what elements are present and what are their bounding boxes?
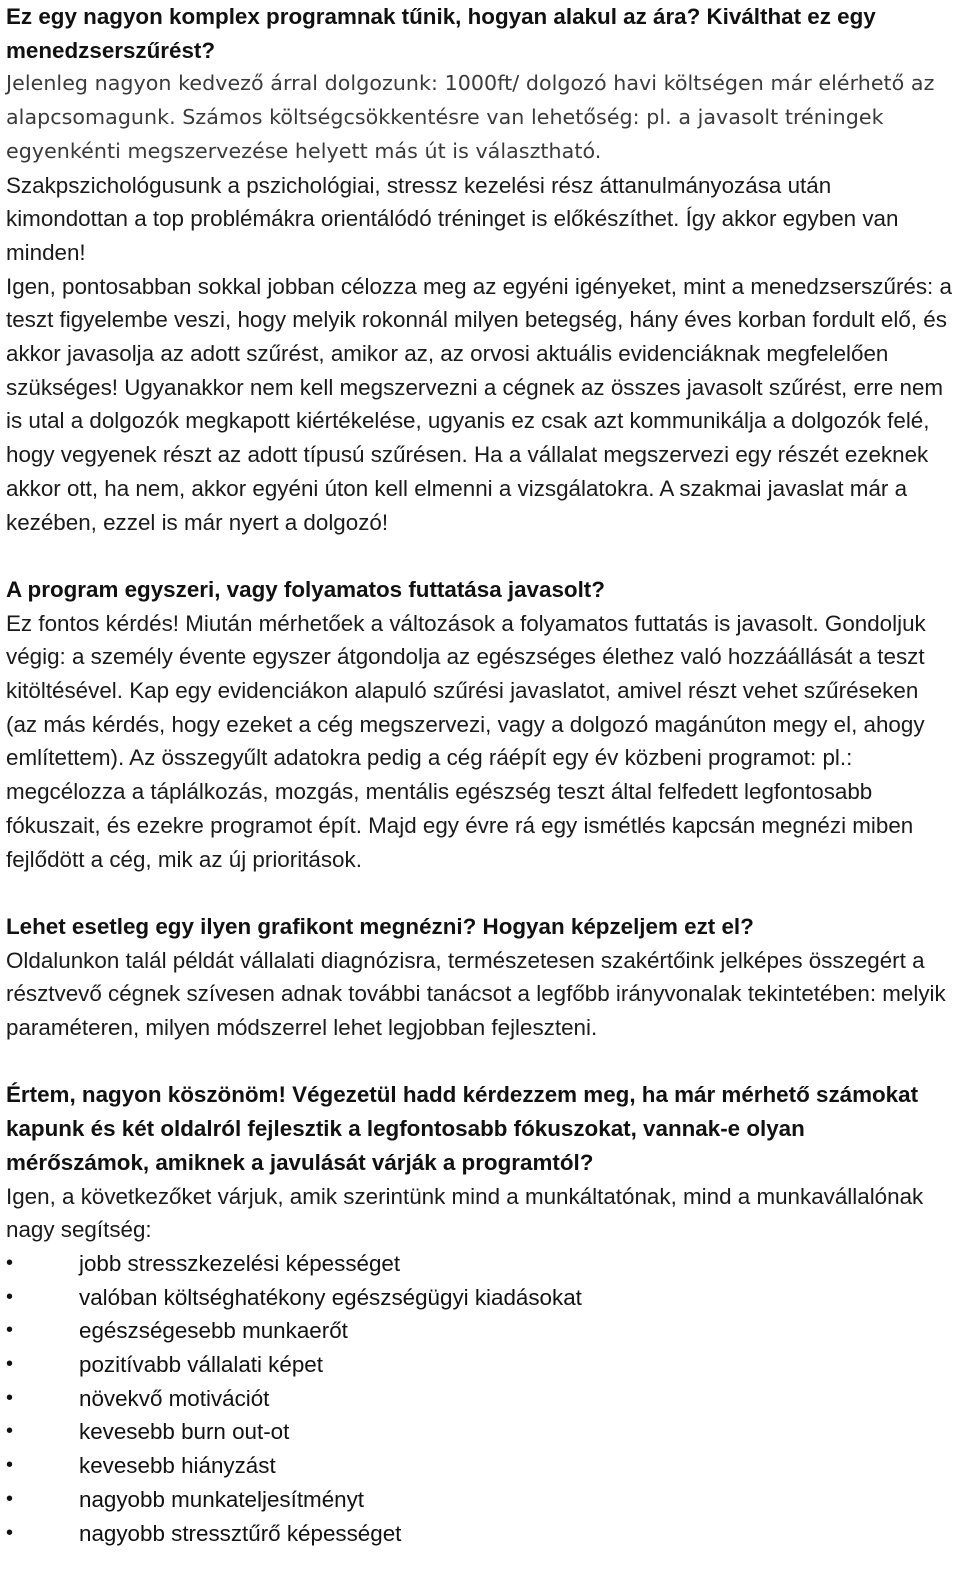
list-item-label: egészségesebb munkaerőt bbox=[79, 1318, 348, 1344]
answer-price-intro: Jelenleg nagyon kedvező árral dolgozunk: 1000ft/ dolgozó havi költségen már elérhető az alapcsomagunk. Számos költségcsökkentésre van lehetőség: pl. a javasolt tréningek egyenkénti megszervezése helyett más út is választható. bbox=[6, 71, 935, 163]
list-item bbox=[6, 1517, 954, 1551]
list-item-label: pozitívabb vállalati képet bbox=[79, 1352, 323, 1378]
answer-price-screening: Igen, pontosabban sokkal jobban célozza meg az egyéni igényeket, mint a menedzserszűrés: a teszt figyelembe veszi, hogy melyik rokonnál milyen betegség, hány éves korban fordult elő, és akkor javasolja az adott szűrést, amikor az, az orvosi aktuális evidenciáknak megfelelően szükséges! Ugyanakkor nem kell megszervezni a cégnek az összes javasolt szűrést, erre nem is utal a dolgozók megkapott kiértékelése, ugyanis ez csak azt kommunikálja a dolgozók felé, hogy vegyenek részt az adott típusú szűrésen. Ha a vállalat megszervezi egy részét ezeknek akkor ott, ha nem, akkor egyéni úton kell elmenni a vizsgálatokra. A szakmai javaslat már a kezében, ezzel is már nyert a dolgozó! bbox=[6, 273, 952, 535]
list-item-label: valóban költséghatékony egészségügyi kiadásokat bbox=[79, 1284, 582, 1310]
answer-metrics: Igen, a következőket várjuk, amik szerintünk mind a munkáltatónak, mind a munkavállalónak nagy segítség: bbox=[6, 1183, 924, 1243]
expected-improvements-list bbox=[6, 1247, 954, 1550]
bullet-icon: • bbox=[6, 1285, 14, 1308]
list-item-label: nagyobb stressztűrő képességet bbox=[79, 1520, 402, 1546]
bullet-icon: • bbox=[6, 1319, 14, 1342]
list-item bbox=[6, 1247, 954, 1281]
list-item-label: kevesebb hiányzást bbox=[79, 1453, 276, 1479]
list-item bbox=[6, 1314, 954, 1348]
bullet-icon: • bbox=[6, 1251, 14, 1274]
list-item bbox=[6, 1449, 954, 1483]
list-item-label: növekvő motivációt bbox=[79, 1385, 270, 1411]
answer-price-psychologist: Szakpszichológusunk a pszichológiai, stressz kezelési rész áttanulmányozása után kimondottan a top problémákra orientálódó tréninget is előkészíthet. Így akkor egyben van minden! bbox=[6, 172, 899, 265]
answer-program-frequency: Ez fontos kérdés! Miután mérhetőek a változások a folyamatos futtatás is javasolt. Gondoljuk végig: a személy évente egyszer átgondolja az egészséges élethez való hozzáállását a teszt kitöltésével. Kap egy evidenciákon alapuló szűrési javaslatot, amivel részt vehet szűréseken (az más kérdés, hogy ezeket a cég megszervezi, vagy a dolgozó magánúton megy el, ahogy említettem). Az összegyűlt adatokra pedig a cég ráépít egy év közbeni programot: pl.: megcélozza a táplálkozás, mozgás, mentális egészség teszt által felfedett legfontosabb fókuszait, és ezekre programot épít. Majd egy évre rá egy ismétlés kapcsán megnézi miben fejlődött a cég, mik az új prioritások. bbox=[6, 610, 926, 872]
bullet-icon: • bbox=[6, 1353, 14, 1376]
question-program-frequency: A program egyszeri, vagy folyamatos futtatása javasolt? bbox=[6, 576, 605, 602]
question-metrics: Értem, nagyon köszönöm! Végezetül hadd kérdezzem meg, ha már mérhető számokat kapunk és két oldalról fejlesztik a legfontosabb fókuszokat, vannak-e olyan mérőszámok, amiknek a javulását várják a programtól? bbox=[6, 1082, 919, 1175]
list-item-label: nagyobb munkateljesítményt bbox=[79, 1486, 365, 1512]
bullet-icon: • bbox=[6, 1386, 14, 1409]
bullet-icon: • bbox=[6, 1487, 14, 1510]
list-item bbox=[6, 1348, 954, 1382]
question-chart: Lehet esetleg egy ilyen grafikont megnézni? Hogyan képzeljem ezt el? bbox=[6, 913, 754, 939]
paragraph-gap bbox=[6, 876, 954, 910]
answer-chart: Oldalunkon talál példát vállalati diagnózisra, természetesen szakértőink jelképes összegért a résztvevő cégnek szívesen adnak további tanácsot a legfőbb irányvonalak tekintetében: melyik paraméteren, milyen módszerrel lehet legjobban fejleszteni. bbox=[6, 947, 946, 1041]
paragraph-gap bbox=[6, 1045, 954, 1079]
list-item bbox=[6, 1483, 954, 1517]
list-item bbox=[6, 1281, 954, 1315]
bullet-icon: • bbox=[6, 1521, 14, 1544]
bullet-icon: • bbox=[6, 1420, 14, 1443]
list-item bbox=[6, 1415, 954, 1449]
question-price: Ez egy nagyon komplex programnak tűnik, hogyan alakul az ára? Kiválthat ez egy menedzserszűrést? bbox=[6, 4, 876, 63]
list-item-label: kevesebb burn out-ot bbox=[79, 1419, 290, 1445]
list-item bbox=[6, 1382, 954, 1416]
bullet-icon: • bbox=[6, 1454, 14, 1477]
paragraph-gap bbox=[6, 539, 954, 573]
list-item-label: jobb stresszkezelési képességet bbox=[79, 1250, 401, 1276]
